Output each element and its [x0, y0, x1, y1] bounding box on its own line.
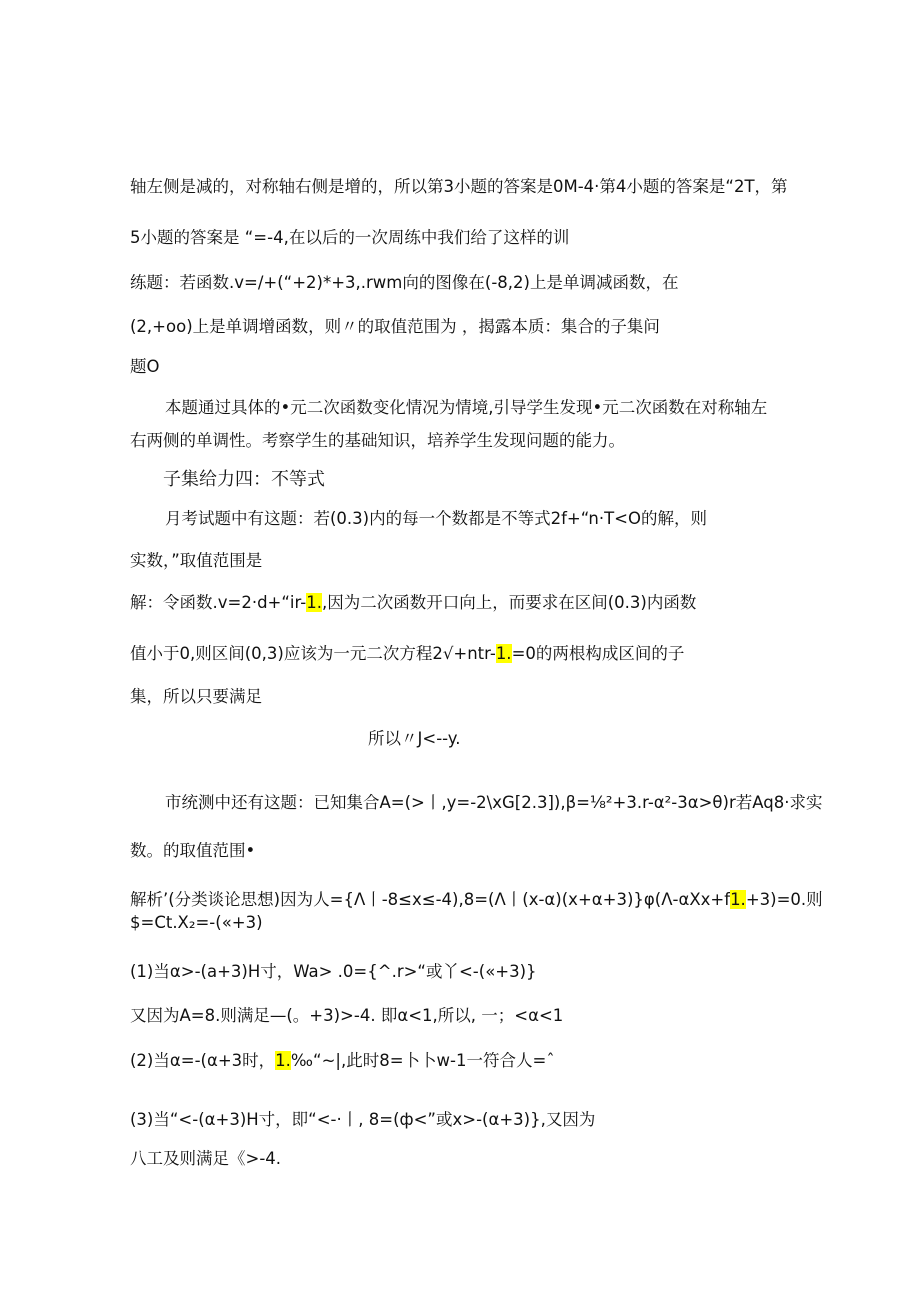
text-segment: 值小于0,则区间(0,3)应该为一元二次方程2√+ntr-	[130, 644, 496, 663]
text-segment: 八工及则满足《>-4.	[130, 1149, 282, 1168]
highlighted-text: 1.	[275, 1051, 291, 1070]
text-segment: 市统测中还有这题：已知集合A=(>丨,y=-2\xG[2.3]),β=⅛²+3.r-α²-3α>θ)r若Aq8·求实	[165, 793, 823, 812]
paragraph-line	[130, 550, 262, 572]
paragraph-line	[165, 792, 822, 814]
text-segment: 数。的取值范围•	[130, 841, 256, 860]
text-segment: 月考试题中有这题：若(0.3)内的每一个数都是不等式2f+“n·T<O的解，则	[165, 509, 707, 528]
text-segment: 题O	[130, 357, 160, 376]
text-segment: (2)当α=-(α+3时，	[130, 1051, 276, 1070]
paragraph-line	[130, 316, 660, 338]
formula-line	[368, 728, 460, 750]
formula-line	[130, 912, 263, 934]
text-segment: 所以〃J<--y.	[368, 729, 461, 748]
paragraph-line	[130, 643, 684, 665]
text-segment: =0的两根构成区间的子	[511, 644, 685, 663]
paragraph-line	[130, 227, 569, 249]
highlighted-text: 1.	[306, 593, 322, 612]
paragraph-line	[130, 1109, 595, 1131]
text-segment: $=Ct.X₂=-(«+3)	[130, 913, 263, 932]
paragraph-line	[130, 272, 678, 294]
text-segment: 又因为A=8.则满足—(。+3)>-4. 即α<1,所以, 一；<α<1	[130, 1006, 564, 1025]
text-segment: 右两侧的单调性。考察学生的基础知识，培养学生发现问题的能力。	[130, 431, 625, 450]
text-segment: 集，所以只要满足	[130, 687, 262, 706]
text-segment: (1)当α>-(a+3)H寸，Wa> .0={^.r>“或丫<-(«+3)}	[130, 962, 537, 981]
text-segment: +3)=0.则	[745, 890, 823, 909]
paragraph-line	[130, 889, 823, 911]
paragraph-line	[130, 840, 255, 862]
text-segment: 解析’(分类谈论思想)因为人={Λ丨-8≤x≤-4),8=(Λ丨(x-α)(x+α+3)}φ(Λ-αXx+f	[130, 890, 731, 909]
paragraph-line	[130, 1148, 281, 1170]
paragraph-line	[130, 356, 160, 378]
paragraph-line	[130, 961, 537, 983]
text-segment: 本题通过具体的•元二次函数变化情况为情境,引导学生发现•元二次函数在对称轴左	[165, 398, 768, 417]
text-segment: 轴左侧是减的，对称轴右侧是增的，所以第3小题的答案是0M-4·第4小题的答案是“2T，第	[130, 177, 788, 196]
highlighted-text: 1.	[730, 890, 746, 909]
paragraph-line	[165, 508, 707, 530]
paragraph-line	[130, 176, 788, 198]
paragraph-line	[165, 397, 767, 419]
text-segment: 解：令函数.v=2·d+“ir-	[130, 593, 307, 612]
text-segment: 实数，”取值范围是	[130, 551, 263, 570]
text-segment: ,因为二次函数开口向上，而要求在区间(0.3)内函数	[321, 593, 697, 612]
text-segment: (2,+oo)上是单调增函数，则〃的取值范围为 ，揭露本质：集合的子集问	[130, 317, 660, 336]
text-segment: ‰“~|,此时8=卜卜w-1一符合人=ˆ	[290, 1051, 555, 1070]
text-segment: 子集给力四：不等式	[163, 469, 325, 490]
text-segment: 练题：若函数.v=/+(“+2)*+3,.rwm向的图像在(-8,2)上是单调减函数，在	[130, 273, 679, 292]
highlighted-text: 1.	[495, 644, 512, 663]
paragraph-line	[130, 430, 625, 452]
paragraph-line	[130, 686, 262, 708]
paragraph-line	[130, 592, 696, 614]
section-heading	[163, 469, 325, 491]
paragraph-line	[130, 1050, 555, 1072]
text-segment: (3)当“<-(α+3)H寸，即“<-·丨, 8=(ф<”或x>-(α+3)},又因为	[130, 1110, 596, 1129]
paragraph-line	[130, 1005, 563, 1027]
text-segment: 5小题的答案是 “=-4,在以后的一次周练中我们给了这样的训	[130, 228, 570, 247]
